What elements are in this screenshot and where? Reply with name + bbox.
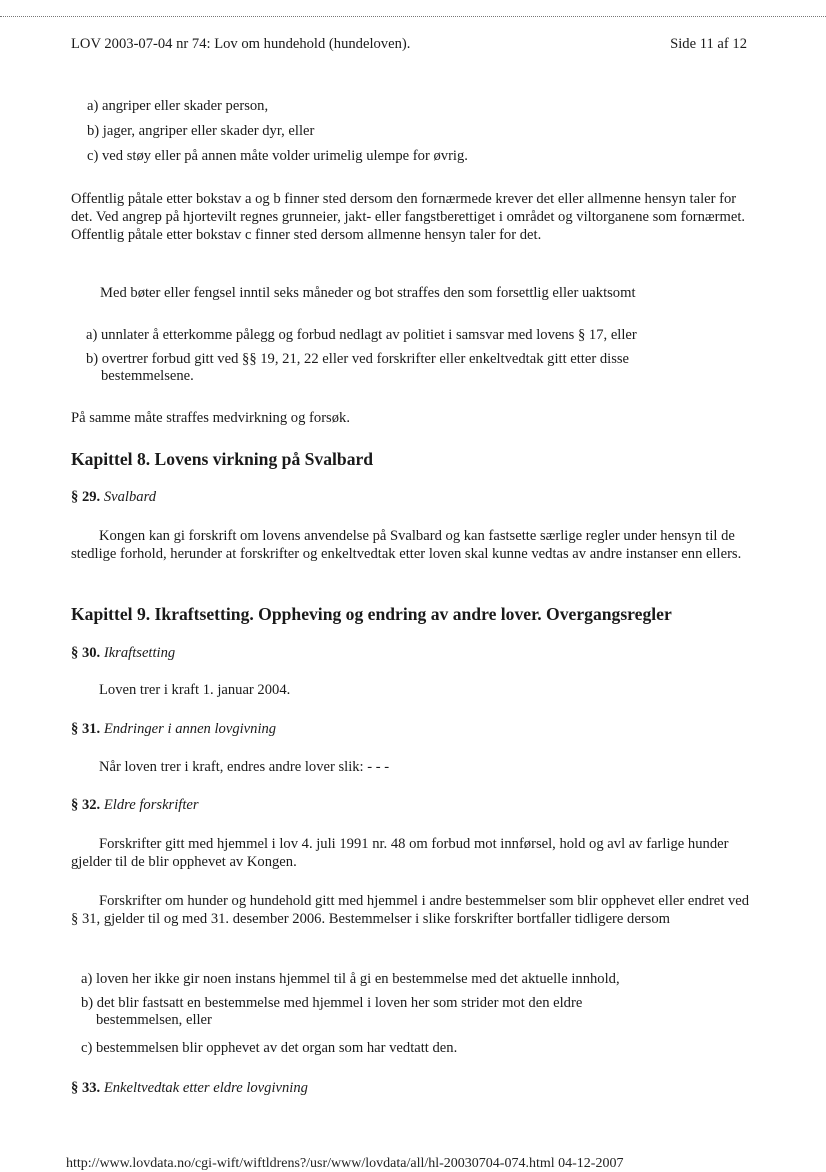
section-title: Enkeltvedtak etter eldre lovgivning xyxy=(103,1080,308,1096)
section-heading xyxy=(71,645,175,662)
chapter-heading: Kapittel 9. Ikraftsetting. Oppheving og endring av andre lover. Overgangsregler xyxy=(71,604,672,624)
section-number: § 32. xyxy=(71,797,101,813)
list-item: c) ved støy eller på annen måte volder urimelig ulempe for øvrig. xyxy=(87,148,468,164)
list-item-continuation: bestemmelsen, eller xyxy=(96,1012,212,1028)
section-heading xyxy=(71,489,156,506)
section-heading xyxy=(71,1080,308,1097)
section-title: Endringer i annen lovgivning xyxy=(103,721,277,737)
paragraph-same: På samme måte straffes medvirkning og forsøk. xyxy=(71,410,350,426)
list-item: a) unnlater å etterkomme pålegg og forbud nedlagt av politiet i samsvar med lovens § 17, eller xyxy=(86,327,637,343)
list-item: a) angriper eller skader person, xyxy=(87,98,269,114)
section-number: § 31. xyxy=(71,721,101,737)
section-heading xyxy=(71,797,199,814)
list-item-text: b) det blir fastsatt en bestemmelse med hjemmel i loven her som strider mot den eldre xyxy=(81,995,583,1011)
chapter-heading: Kapittel 8. Lovens virkning på Svalbard xyxy=(71,449,374,469)
page-footer-url: http://www.lovdata.no/cgi-wift/wiftldrens?/usr/www/lovdata/all/hl-20030704-074.html 04-12-2007 xyxy=(66,1156,624,1171)
top-dotted-rule xyxy=(0,16,826,17)
paragraph-s31: Når loven trer i kraft, endres andre lover slik: - - - xyxy=(99,759,390,775)
list-item: c) bestemmelsen blir opphevet av det organ som har vedtatt den. xyxy=(81,1040,458,1056)
document-title: LOV 2003-07-04 nr 74: Lov om hundehold (hundeloven). xyxy=(71,36,411,52)
page-number: Side 11 af 12 xyxy=(670,36,747,52)
paragraph-s30: Loven trer i kraft 1. januar 2004. xyxy=(99,682,291,698)
paragraph-s32a: Forskrifter gitt med hjemmel i lov 4. juli 1991 nr. 48 om forbud mot innførsel, hold og avl av farlige hunder gjelder til de blir opphevet av Kongen. xyxy=(71,836,729,871)
section-heading xyxy=(71,721,276,738)
list-item xyxy=(81,995,582,1029)
paragraph-s29: Kongen kan gi forskrift om lovens anvendelse på Svalbard og kan fastsette særlige regler under hensyn til de stedlige forhold, herunder at forskrifter og enkeltvedtak etter loven skal kunne vedtas av andre instanser enn ellers. xyxy=(71,528,742,563)
paragraph-penalty: Med bøter eller fengsel inntil seks måneder og bot straffes den som forsettlig eller uaktsomt xyxy=(100,285,636,301)
section-number: § 30. xyxy=(71,645,101,661)
paragraph-s32b: Forskrifter om hunder og hundehold gitt med hjemmel i andre bestemmelser som blir opphevet eller endret ved § 31, gjelder til og med 31. desember 2006. Bestemmelser i slike forskrifter bortfaller tidligere dersom xyxy=(71,893,750,928)
list-item: a) loven her ikke gir noen instans hjemmel til å gi en bestemmelse med det aktuelle innhold, xyxy=(81,971,620,987)
paragraph-public-prosecution: Offentlig påtale etter bokstav a og b finner sted dersom den fornærmede krever det eller allmenne hensyn taler for det. Ved angrep på hjortevilt regnes grunneier, jakt- eller fangstberettiget i området og viltorganene som fornærmet. Offentlig påtale etter bokstav c finner sted dersom allmenne hensyn taler for det. xyxy=(71,191,746,244)
list-item xyxy=(86,351,629,385)
section-title: Ikraftsetting xyxy=(103,645,176,661)
section-number: § 29. xyxy=(71,489,101,505)
list-item-text: b) overtrer forbud gitt ved §§ 19, 21, 22 eller ved forskrifter eller enkeltvedtak gitt etter disse xyxy=(86,351,630,367)
section-title: Eldre forskrifter xyxy=(103,797,199,813)
section-number: § 33. xyxy=(71,1080,101,1096)
section-title: Svalbard xyxy=(103,489,156,505)
list-item-continuation: bestemmelsene. xyxy=(101,368,194,384)
list-item: b) jager, angriper eller skader dyr, eller xyxy=(87,123,315,139)
